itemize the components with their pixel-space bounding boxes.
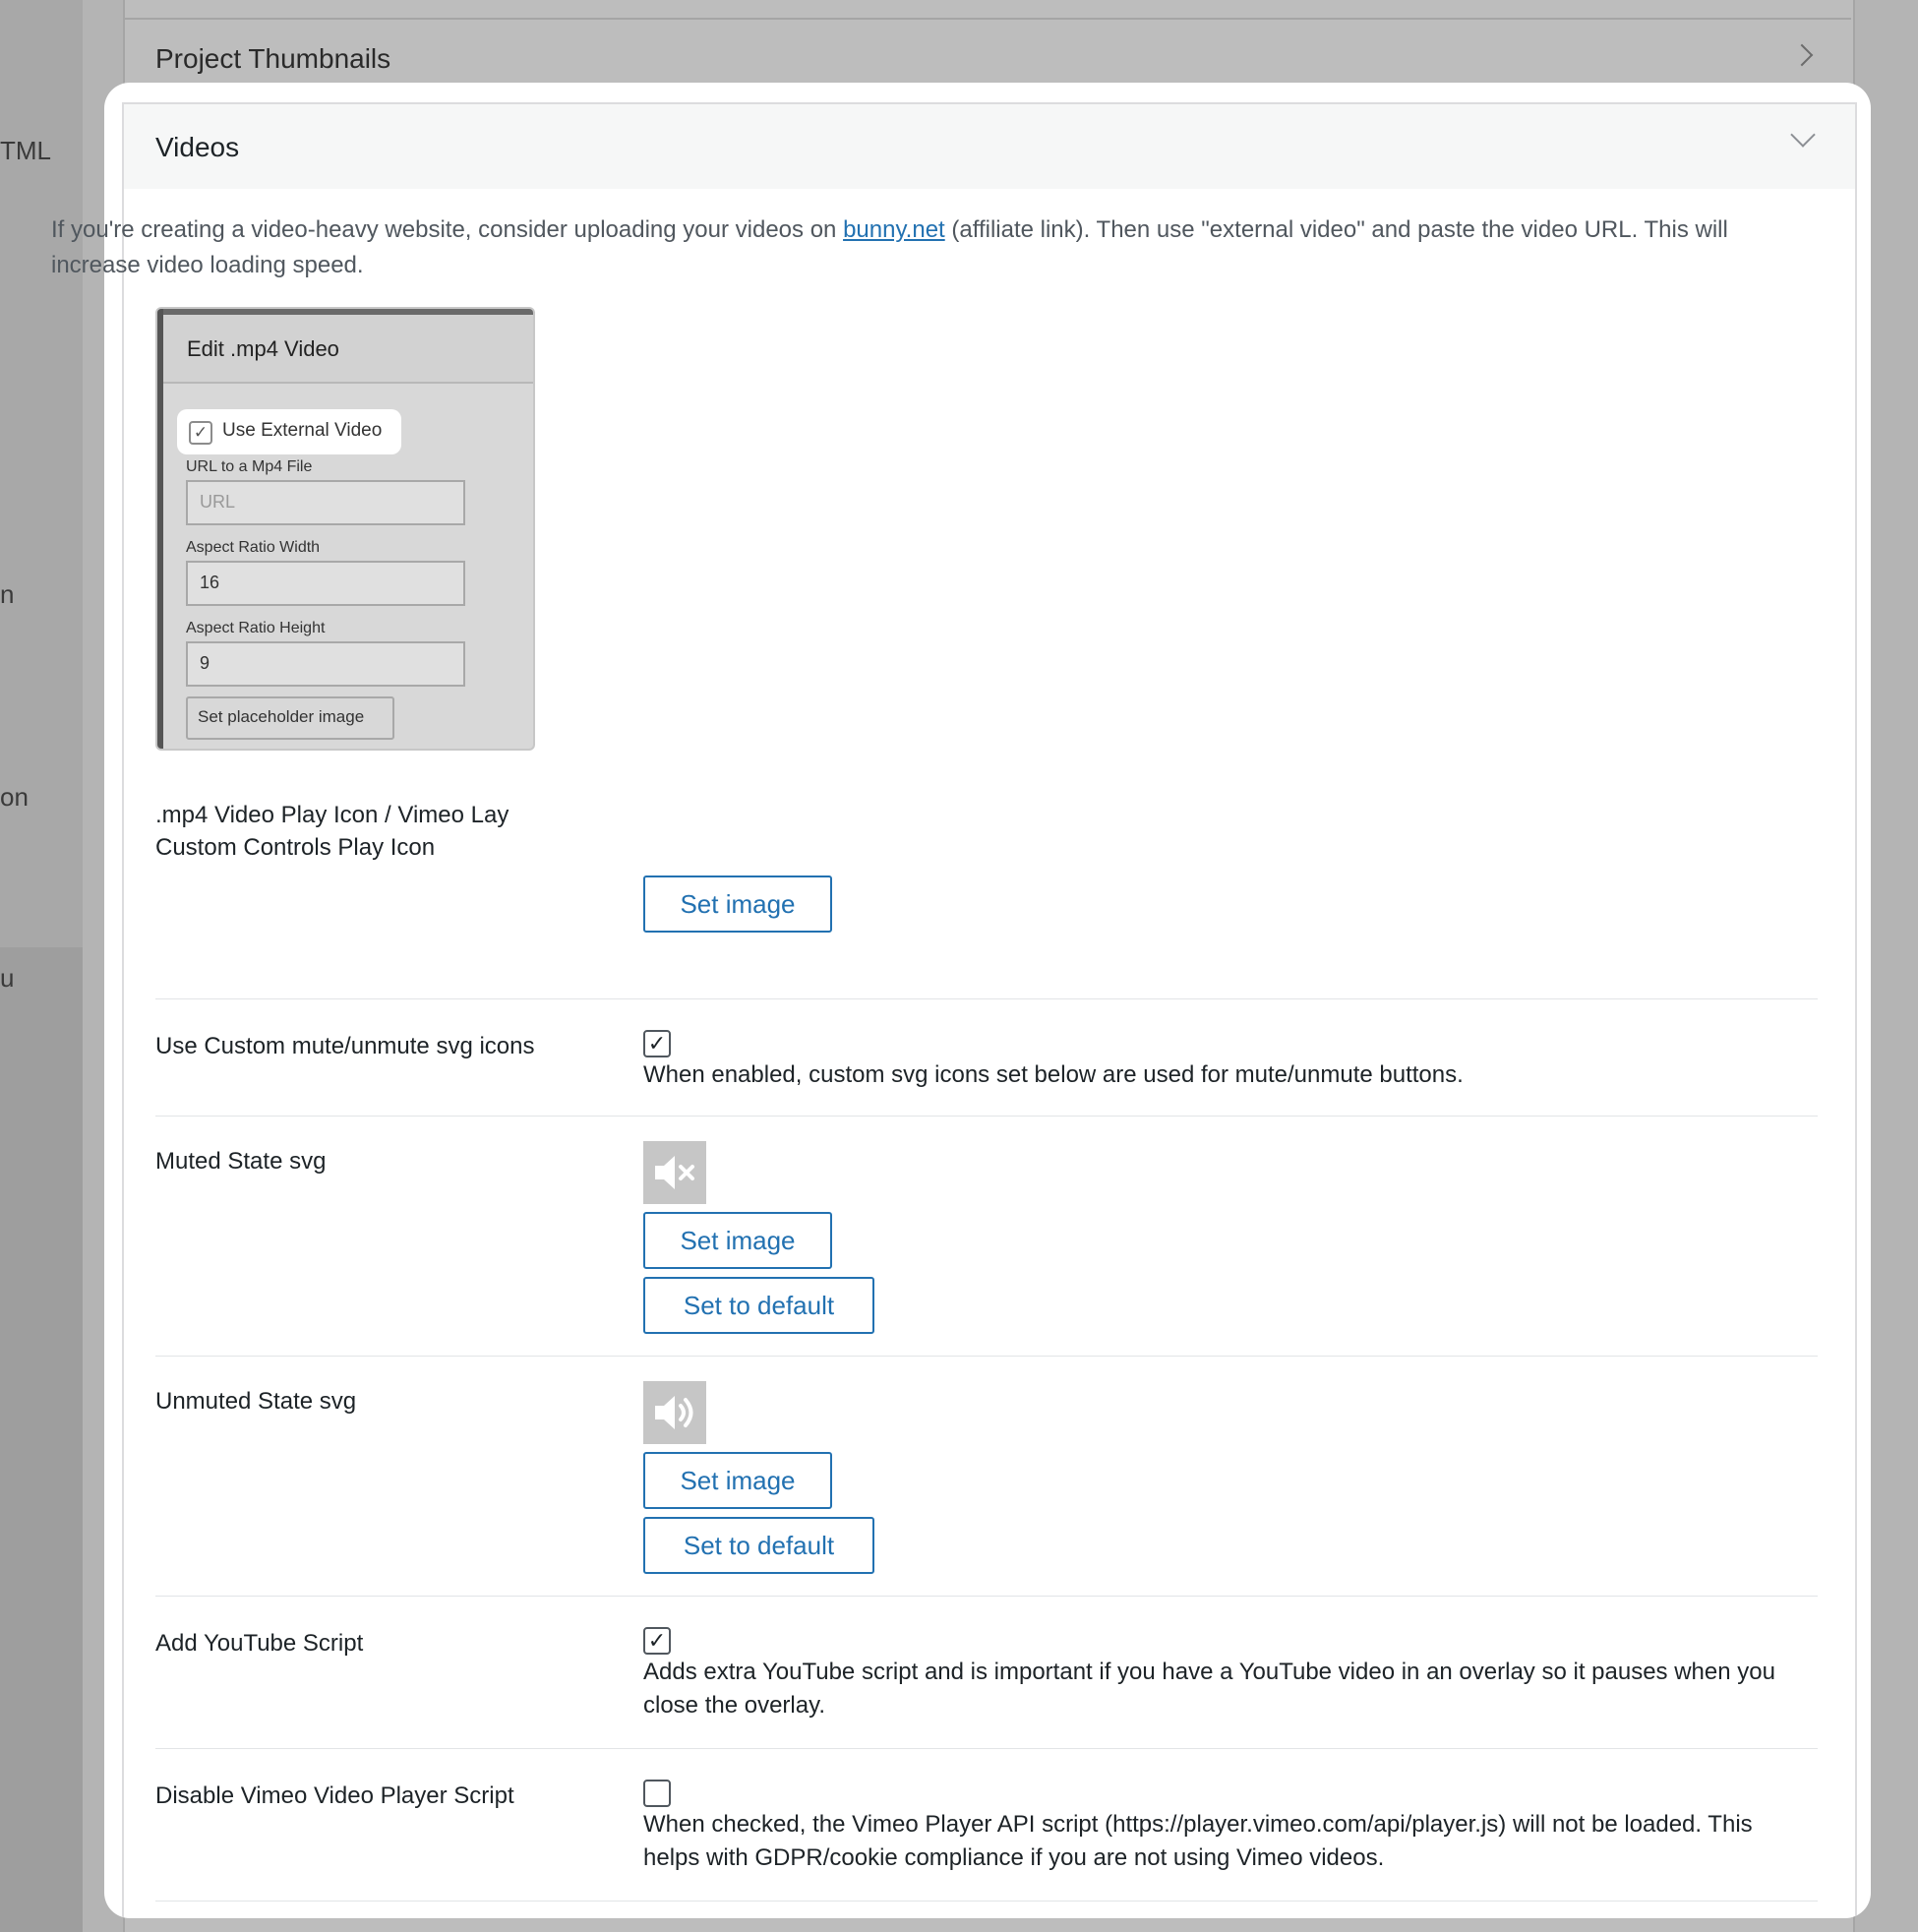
- muted-set-image-button[interactable]: Set image: [643, 1212, 832, 1269]
- youtube-script-label: Add YouTube Script: [155, 1630, 364, 1657]
- speaker-on-icon: [643, 1381, 706, 1444]
- divider: [155, 1116, 1818, 1117]
- youtube-script-description: Adds extra YouTube script and is important if you have a YouTube video in an overlay so it pauses when you close the overlay.: [643, 1659, 1775, 1719]
- muted-set-default-button[interactable]: Set to default: [643, 1277, 874, 1334]
- example-header: [163, 315, 533, 384]
- custom-mute-checkbox[interactable]: ✓: [643, 1030, 671, 1057]
- admin-sidebar-lower: [0, 947, 83, 1932]
- divider: [155, 1596, 1818, 1597]
- speaker-on-icon-graphic: [643, 1381, 706, 1444]
- example-title: Edit .mp4 Video: [187, 336, 339, 361]
- sidebar-fragment: n: [0, 579, 15, 609]
- example-width-input: 16: [186, 561, 465, 606]
- vimeo-script-description: When checked, the Vimeo Player API script (https://player.vimeo.com/api/player.js) will not be loaded. This helps with GDPR/cookie compliance if you are not using Vimeo videos.: [643, 1811, 1753, 1871]
- unmuted-set-image-button[interactable]: Set image: [643, 1452, 832, 1509]
- example-width-label: Aspect Ratio Width: [186, 539, 321, 556]
- sidebar-fragment: on: [0, 782, 29, 812]
- example-checkbox-highlight: [177, 409, 401, 454]
- play-icon-label: .mp4 Video Play Icon / Vimeo Lay Custom Controls Play Icon: [155, 802, 509, 861]
- project-thumbnails-title: Project Thumbnails: [155, 43, 391, 74]
- custom-mute-description: When enabled, custom svg icons set below are used for mute/unmute buttons.: [643, 1061, 1464, 1088]
- unmuted-svg-label: Unmuted State svg: [155, 1388, 357, 1415]
- divider: [155, 1356, 1818, 1357]
- play-icon-set-image-button[interactable]: Set image: [643, 875, 832, 933]
- divider: [155, 1748, 1818, 1749]
- background-divider: [123, 18, 1851, 20]
- vimeo-script-label: Disable Vimeo Video Player Script: [155, 1782, 514, 1809]
- example-url-label: URL to a Mp4 File: [186, 458, 313, 475]
- videos-section-title: Videos: [155, 132, 240, 162]
- example-placeholder-button: Set placeholder image: [186, 696, 394, 740]
- example-height-input: 9: [186, 641, 465, 687]
- chevron-down-icon[interactable]: [1790, 122, 1815, 147]
- external-video-example-image: [155, 307, 535, 751]
- sidebar-fragment: TML: [0, 136, 51, 165]
- speaker-muted-icon: [643, 1141, 706, 1204]
- videos-intro-text: If you're creating a video-heavy website, consider uploading your videos on bunny.net (affiliate link). Then use "external video" and paste the video URL. This will increase video loading speed.: [51, 216, 1728, 278]
- speaker-muted-icon-graphic: [643, 1141, 706, 1204]
- example-checkbox-label: Use External Video: [222, 420, 383, 441]
- bunny-net-link[interactable]: bunny.net: [843, 216, 945, 243]
- sidebar-fragment: u: [0, 963, 15, 993]
- videos-section-header[interactable]: [124, 104, 1855, 189]
- divider: [155, 998, 1818, 999]
- example-height-label: Aspect Ratio Height: [186, 620, 326, 636]
- muted-svg-label: Muted State svg: [155, 1148, 327, 1175]
- example-checkbox: ✓: [189, 421, 212, 445]
- unmuted-set-default-button[interactable]: Set to default: [643, 1517, 874, 1574]
- vimeo-script-checkbox[interactable]: [643, 1780, 671, 1807]
- divider: [155, 1901, 1818, 1902]
- youtube-script-checkbox[interactable]: ✓: [643, 1627, 671, 1655]
- example-url-input: URL: [186, 480, 465, 525]
- custom-mute-label: Use Custom mute/unmute svg icons: [155, 1033, 535, 1059]
